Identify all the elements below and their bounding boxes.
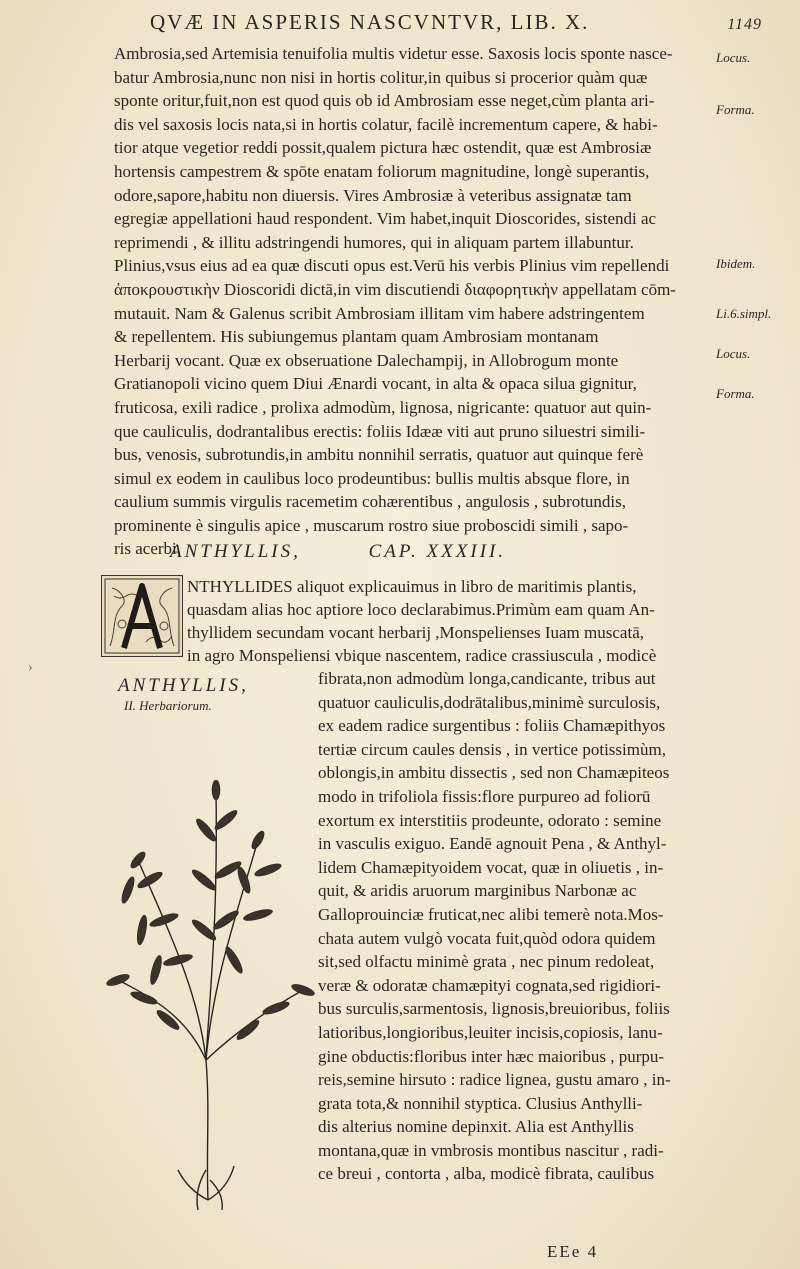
text-line: simul ex eodem in caulibus loco prodeuntibus: bullis multis absque flore, in: [114, 468, 630, 488]
margin-note: Locus.: [716, 50, 751, 65]
margin-mark: ›: [28, 660, 33, 675]
text-line: tertiæ circum caules densis , in vertice potissimùm,: [318, 739, 666, 759]
chapter-opening: [187, 575, 707, 667]
figure-caption-title: ANTHYLLIS,: [118, 675, 249, 696]
text-line: hortensis campestrem & spōte enatam foliorum magnitudine, longè superantis,: [114, 161, 650, 181]
text-line: caulium summis virgulis racemetim cohærentibus , angulosis , subrotundis,: [114, 492, 627, 512]
text-line: quit, & aridis aruorum marginibus Narbonæ ac: [318, 881, 637, 901]
page-number: 1149: [727, 16, 762, 33]
running-head-title: QVÆ IN ASPERIS NASCVNTVR, LIB. X.: [150, 10, 590, 34]
chapter-title: ANTHYLLIS,: [170, 541, 301, 562]
plant-woodcut-illustration: [98, 730, 318, 1210]
text-line: ἀποκρουστικὴν Dioscoridi dictā,in vim discutiendi διαφορητικὴν appellatam cōm-: [114, 279, 676, 299]
margin-note: Locus.: [716, 346, 751, 361]
text-line: oblongis,in ambitu dissectis , sed non Chamæpiteos: [318, 763, 670, 783]
text-line: thyllidem secundam vocant herbarij ,Monspelienses Iuam muscatā,: [187, 623, 644, 642]
text-line: quatuor cauliculis,dodrātalibus,minimè surculosis,: [318, 692, 661, 712]
ornamental-initial-a-icon: [102, 576, 182, 656]
text-line: gine obductis:floribus inter hæc maioribus , purpu-: [318, 1046, 665, 1066]
figure-caption-subtitle: II. Herbariorum.: [124, 698, 212, 713]
text-line: NTHYLLIDES aliquot explicauimus in libro de maritimis plantis,: [187, 577, 637, 596]
text-line: & repellentem. His subiungemus plantam quam Ambrosiam montanam: [114, 327, 599, 347]
text-line: ce breui , contorta , alba, modicè fibrata, caulibus: [318, 1164, 655, 1184]
text-line: veræ & odoratæ chamæpityi cognata,sed rigidiori-: [318, 975, 661, 995]
signature-mark: EEe 4: [547, 1242, 599, 1261]
margin-note: Li.6.simpl.: [716, 306, 772, 321]
text-line: sponte oritur,fuit,non est quod quis ob id Ambrosiam esse neget,cùm planta ari-: [114, 91, 655, 111]
text-line: in agro Monspeliensi vbique nascentem, radice crassiuscula , modicè: [187, 646, 657, 665]
text-line: ex eadem radice surgentibus : foliis Chamæpithyos: [318, 716, 666, 736]
text-line: latioribus,longioribus,leuiter incisis,copiosis, lanu-: [318, 1022, 663, 1042]
text-line: Gratianopoli vicino quem Diui Ænardi vocant, in alta & opaca silua gignitur,: [114, 374, 637, 394]
text-line: bus surculis,sarmentosis, lignosis,breuioribus, foliis: [318, 999, 670, 1019]
text-line: dis vel saxosis locis nata,si in hortis colatur, facilè incrementum capere, & habi-: [114, 114, 658, 134]
text-line: modo in trifoliola fissis:flore purpureo ad foliorū: [318, 786, 651, 806]
text-line: fibrata,non admodùm longa,candicante, tribus aut: [318, 669, 656, 688]
text-line: quasdam alias hoc aptiore loco declarabimus.Primùm eam quam An-: [187, 600, 655, 619]
text-line: grata tota,& nonnihil styptica. Clusius Anthylli-: [318, 1093, 643, 1113]
text-line: ris acerbi.: [114, 539, 182, 559]
text-line: mutauit. Nam & Galenus scribit Ambrosiam illitam vim habere adstringentem: [114, 303, 645, 323]
text-line: lidem Chamæpityoidem vocat, quæ in oliuetis , in-: [318, 857, 664, 877]
ornamental-initial: [101, 575, 183, 657]
text-line: in vasculis exiguo. Eandē agnouit Pena , & Anthyl-: [318, 834, 667, 854]
text-line: chata autem vulgò vocata fuit,quòd odora quidem: [318, 928, 656, 948]
text-line: dis alterius nomine depinxit. Alia est Anthyllis: [318, 1117, 634, 1137]
text-line: reis,semine hirsuto : radice lignea, gustu amaro , in-: [318, 1070, 671, 1090]
text-line: Galloprouinciæ fruticat,nec alibi temerè nota.Mos-: [318, 904, 664, 924]
text-line: prominente è singulis apice , muscarum rostro siue proboscidi simili , sapo-: [114, 515, 629, 535]
figure-caption: [118, 676, 308, 716]
right-column-text: [318, 667, 710, 1186]
text-line: batur Ambrosia,nunc non nisi in hortis colitur,in quibus si procerior quàm quæ: [114, 67, 648, 87]
margin-note: Ibidem.: [716, 256, 756, 271]
text-line: montana,quæ in vmbrosis montibus nascitur , radi-: [318, 1140, 664, 1160]
main-text-block: [114, 42, 714, 561]
text-line: bus, venosis, subrotundis,in ambitu nonnihil serratis, quatuor aut quinque ferè: [114, 445, 644, 465]
text-line: Herbarij vocant. Quæ ex obseruatione Dalechampij, in Allobrogum monte: [114, 350, 619, 370]
text-line: Ambrosia,sed Artemisia tenuifolia multis videtur esse. Saxosis locis sponte nasce-: [114, 44, 673, 63]
text-line: que cauliculis, dodrantalibus erectis: foliis Idææ viti aut pruno siluestri simili-: [114, 421, 646, 441]
text-line: tior atque vegetior reddi possit,qualem pictura hæc ostendit, quæ est Ambrosiæ: [114, 138, 652, 158]
chapter-number: CAP. XXXIII.: [368, 541, 507, 562]
text-line: exortum ex interstitiis prodeunte, odorato : semine: [318, 810, 662, 830]
chapter-heading: [170, 541, 670, 563]
text-line: odore,sapore,habitu non diuersis. Vires Ambrosiæ à veteribus assignatæ tam: [114, 185, 632, 205]
text-line: sit,sed olfactu minimè grata , nec pinum redoleat,: [318, 952, 655, 972]
anthyllis-plant-icon: [98, 730, 318, 1210]
text-line: reprimendi , & illitu adstringendi humores, qui in aliquam partem illabuntur.: [114, 232, 634, 252]
margin-note: Forma.: [716, 386, 755, 401]
text-line: Plinius,vsus eius ad ea quæ discuti opus est.Verū his verbis Plinius vim repellendi: [114, 256, 670, 276]
text-line: egregiæ appellationi haud respondent. Vim habet,inquit Dioscorides, sistendi ac: [114, 209, 657, 229]
margin-note: Forma.: [716, 102, 755, 117]
text-line: fruticosa, exili radice , prolixa admodùm, lignosa, nigricante: quatuor aut quin-: [114, 397, 652, 417]
running-head: [150, 10, 790, 35]
